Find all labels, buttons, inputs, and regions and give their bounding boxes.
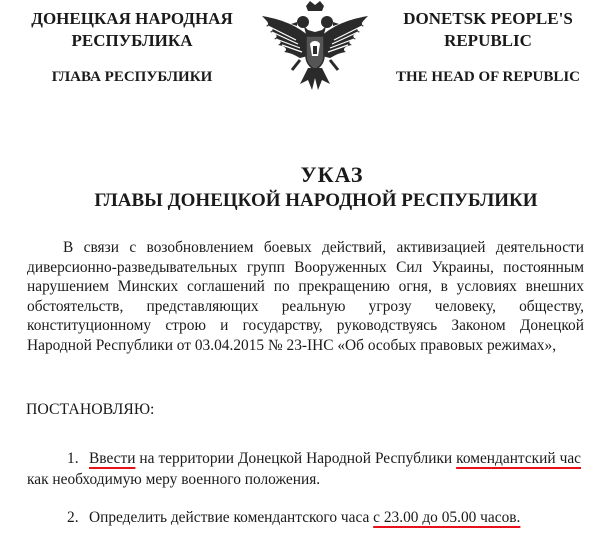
- underlined-phrase: с 23.00 до 05.00 часов.: [373, 509, 521, 526]
- decree-item-2: [67, 508, 587, 528]
- decree-title: УКАЗ: [300, 162, 364, 187]
- preamble-paragraph: [27, 238, 584, 356]
- item-text: как необходимую меру военного положения.: [27, 470, 321, 488]
- republic-name-ru-line1: ДОНЕЦКАЯ НАРОДНАЯ: [31, 9, 233, 28]
- item-number: 1.: [67, 450, 79, 467]
- item-text: на территории Донецкой Народной Республики: [135, 450, 457, 467]
- decree-item-1: [27, 449, 581, 490]
- letterhead-right: [388, 8, 588, 88]
- item-text: Определить действие комендантского часа: [89, 509, 374, 526]
- decree-subtitle: ГЛАВЫ ДОНЕЦКОЙ НАРОДНОЙ РЕСПУБЛИКИ: [94, 190, 538, 211]
- head-title-ru: ГЛАВА РЕСПУБЛИКИ: [51, 69, 213, 85]
- republic-name-en-line1: DONETSK PEOPLE'S: [403, 9, 573, 28]
- republic-name-ru-line2: РЕСПУБЛИКА: [71, 31, 193, 50]
- republic-name-en-line2: REPUBLIC: [444, 31, 532, 50]
- underlined-phrase: комендантский час: [456, 450, 581, 467]
- double-headed-eagle-coat-of-arms-icon: [256, 0, 374, 96]
- item-number: 2.: [67, 509, 79, 526]
- preamble-text: В связи с возобновлением боевых действий, активизацией деятельности диверсионно-разведывательных групп Вооруженных Сил Украины, постоянным нарушением Минских соглашений по прекращению огня, в условиях внешних обстоятельств, представляющих реальную угрозу человеку, обществу, конституционному строю и государству, руководствуясь Законом Донецкой Народной Республики от 03.04.2015 № 23-IНС «Об особых правовых режимах»,: [27, 239, 584, 354]
- letterhead-left: [22, 8, 242, 88]
- decree-resolution-word: ПОСТАНОВЛЯЮ:: [26, 401, 155, 418]
- underlined-phrase: Ввести: [89, 450, 136, 467]
- head-title-en: THE HEAD OF REPUBLIC: [395, 69, 581, 85]
